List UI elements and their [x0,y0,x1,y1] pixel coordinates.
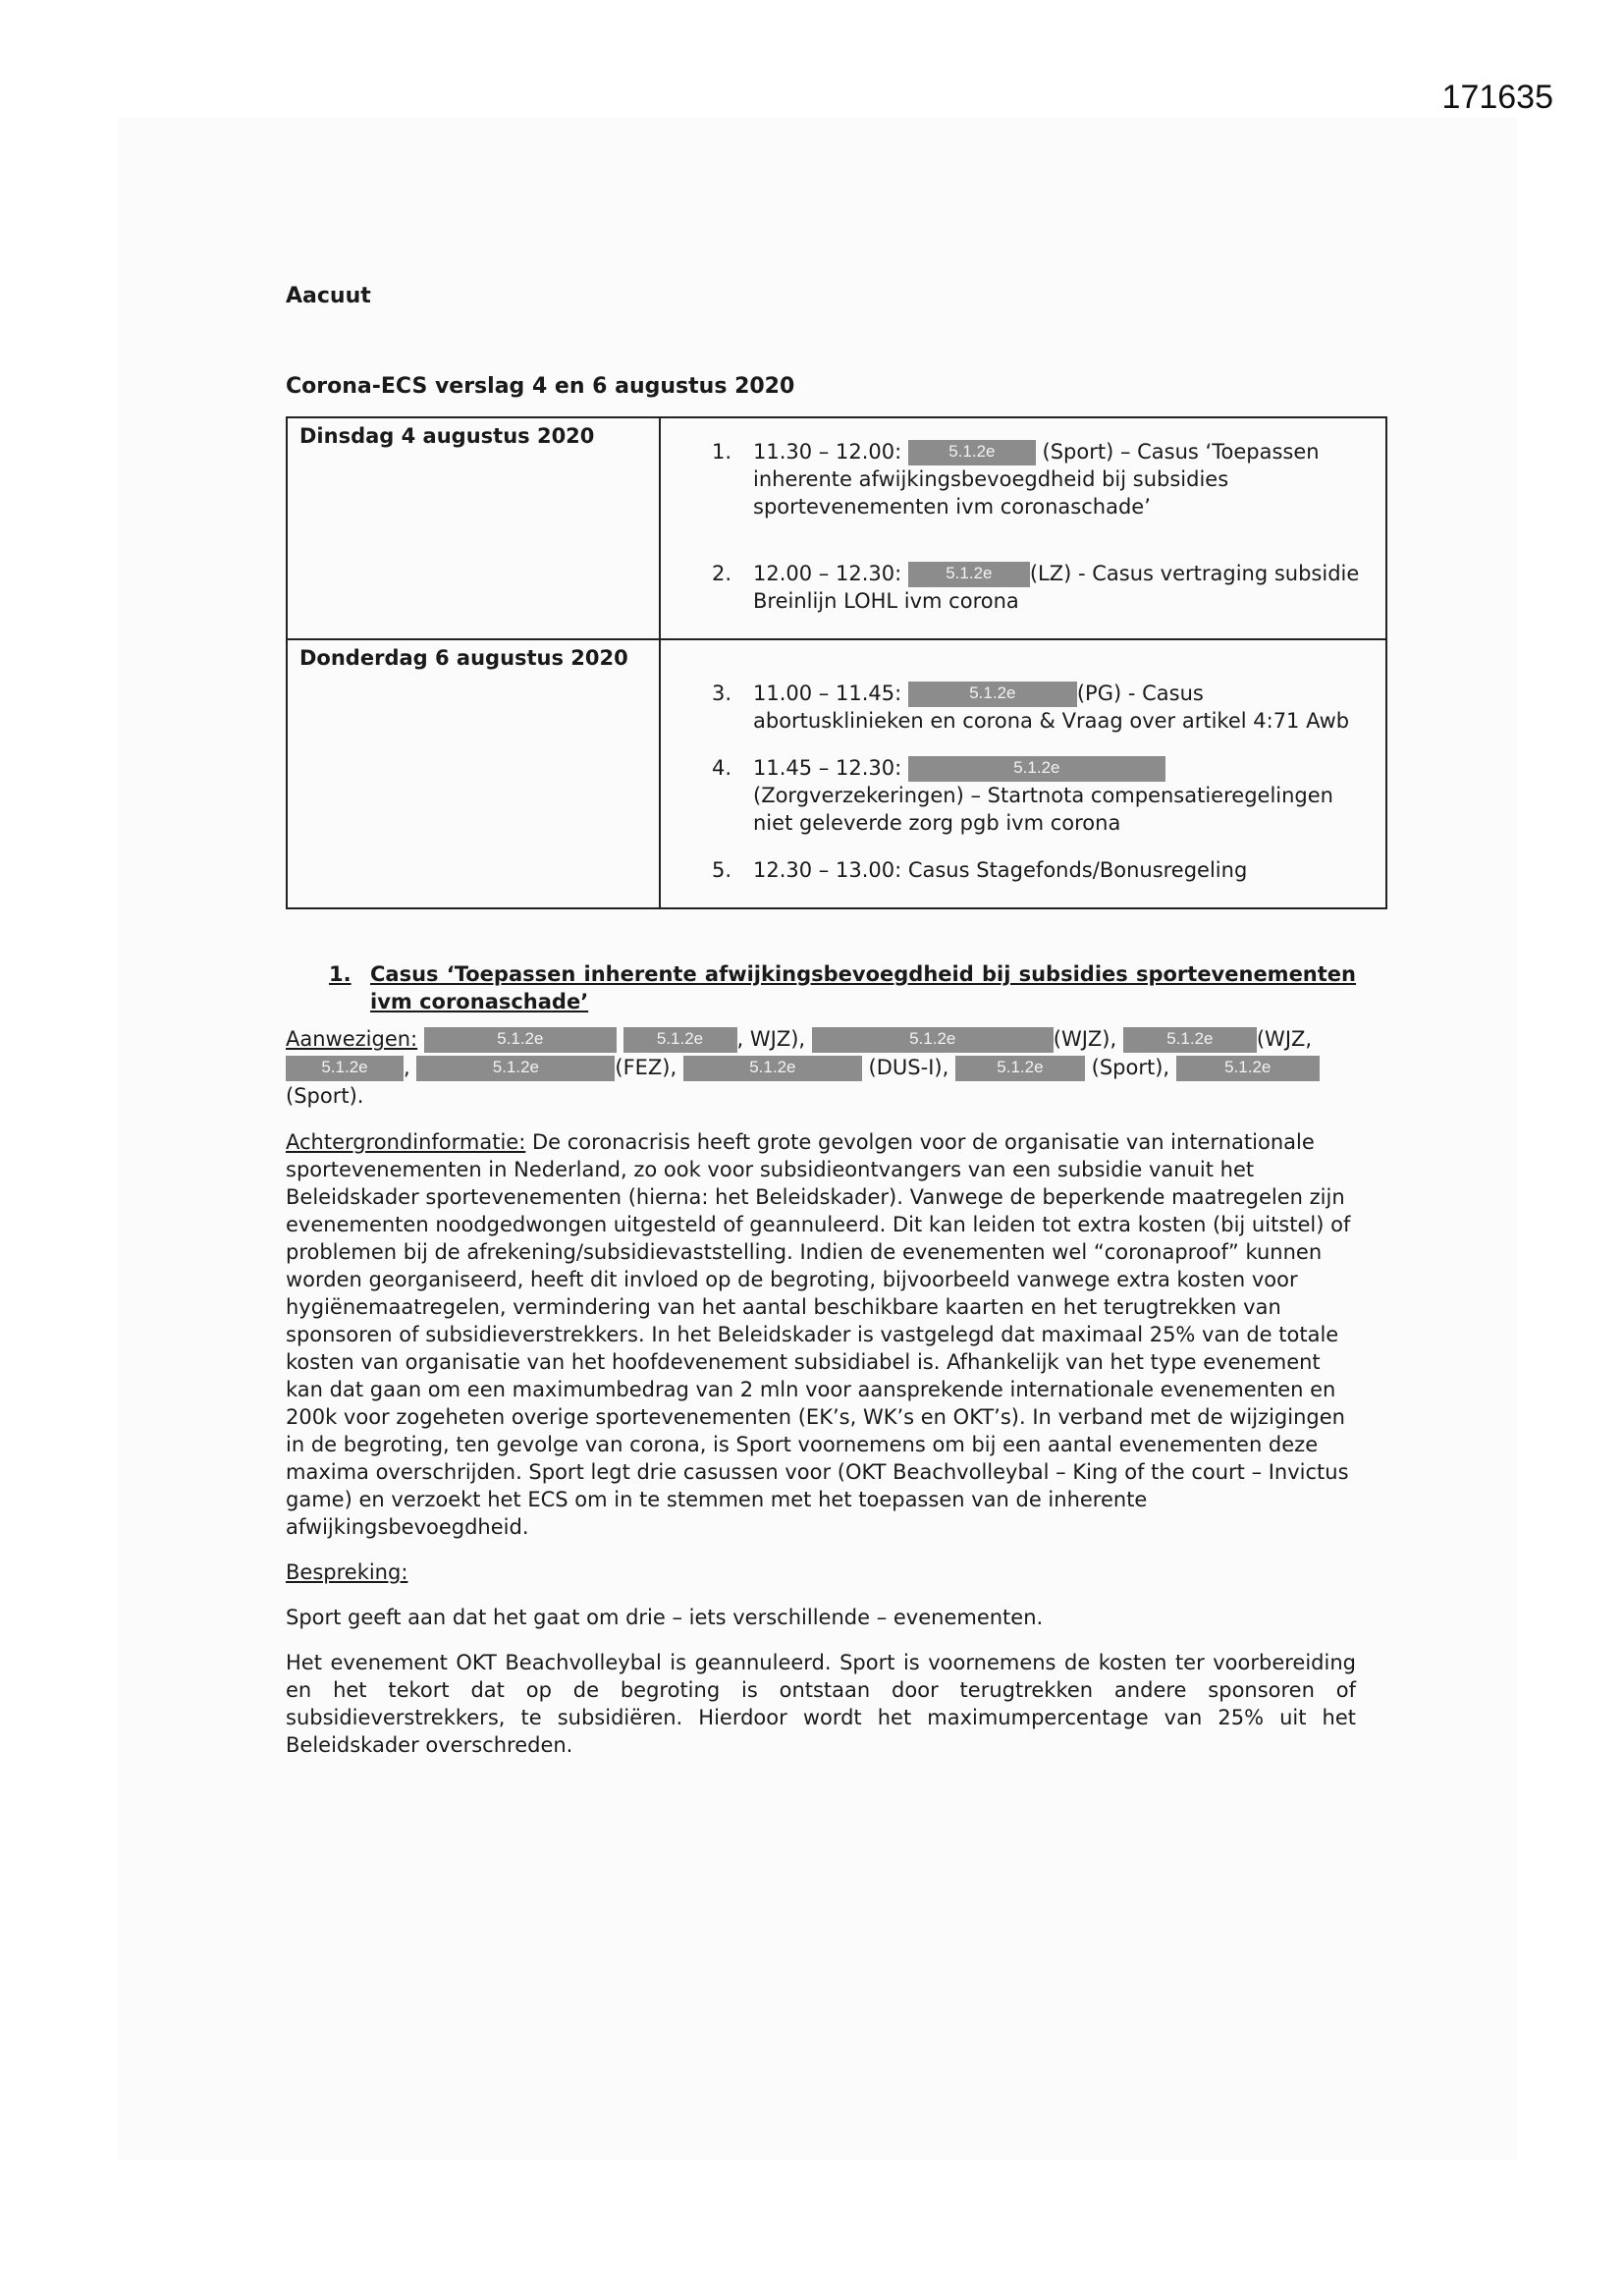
agenda-item-text [753,680,1372,735]
agenda-item-description: 12.30 – 13.00: Casus Stagefonds/Bonusregeling [753,858,1248,882]
redaction-box: 5.1.2e [908,440,1036,465]
agenda-item-number: 2. [712,562,732,585]
urgency-label: Aacuut [286,284,371,308]
agenda-items-cell [660,417,1386,639]
redaction-box: 5.1.2e [424,1027,617,1053]
discussion-label: Bespreking: [286,1560,408,1584]
agenda-item-number: 1. [712,440,732,464]
attendee-fragment: (FEZ), [615,1056,677,1079]
agenda-item-text [753,754,1372,837]
discussion-paragraph: Sport geeft aan dat het gaat om drie – iets verschillende – evenementen. [286,1606,1044,1629]
agenda-item-time: 11.30 – 12.00: [753,440,902,464]
agenda-item-time: 12.00 – 12.30: [753,562,902,585]
agenda-item-time: 11.45 – 12.30: [753,756,902,780]
agenda-row [287,639,1386,908]
agenda-item-number: 4. [712,756,732,780]
agenda-day: Dinsdag 4 augustus 2020 [287,417,660,639]
agenda-day: Donderdag 6 augustus 2020 [287,639,660,908]
discussion-paragraph: Het evenement OKT Beachvolleybal is geannuleerd. Sport is voornemens de kosten ter voorbereiding en het tekort dat op de begroting is ontstaan door terugtrekken andere sponsoren of subsidieverstrekkers, te subsidiëren. Hierdoor wordt het maximumpercentage van 25% uit het Beleidskader overschreden. [286,1651,1356,1757]
redaction-box: 5.1.2e [683,1056,862,1081]
agenda-list [712,438,1372,615]
redaction-box: 5.1.2e [908,756,1165,782]
agenda-item [712,856,1372,884]
agenda-item-description: (Zorgverzekeringen) – Startnota compensatieregelingen niet geleverde zorg pgb ivm corona [753,784,1333,835]
background-text: De coronacrisis heeft grote gevolgen voor de organisatie van internationale sportevenementen in Nederland, zo ook voor subsidieontvangers van een subsidie vanuit het Beleidskader sportevenementen (hierna: het Beleidskader). Vanwege de beperkende maatregelen zijn evenementen noodgedwongen uitgesteld of geannuleerd. Dit kan leiden tot extra kosten (bij uitstel) of problemen bij de afrekening/subsidievaststelling. Indien de evenementen wel “coronaproof” kunnen worden georganiseerd, heeft dit invloed op de begroting, bijvoorbeeld vanwege extra kosten voor hygiënemaatregelen, vermindering van het aantal beschikbare kaarten en het terugtrekken van sponsoren of subsidieverstrekkers. In het Beleidskader is vastgelegd dat maximaal 25% van de totale kosten van organisatie van het hoofdevenement subsidiabel is. Afhankelijk van het type evenement kan dat gaan om een maximumbedrag van 2 mln voor aansprekende internationale evenementen en 200k voor zogeheten overige sportevenementen (EK’s, WK’s en OKT’s). In verband met de wijzigingen in de begroting, ten gevolge van corona, is Sport voornemens om bij een aantal evenementen deze maxima overschrijden. Sport legt drie casussen voor (OKT Beachvolleybal – King of the court – Invictus game) en verzoekt het ECS om in te stemmen met het toepassen van de inherente afwijkingsbevoegdheid. [286,1130,1351,1539]
redaction-box: 5.1.2e [812,1027,1054,1053]
agenda-item-text [753,438,1372,520]
redaction-box: 5.1.2e [908,682,1077,707]
agenda-item [712,438,1372,520]
redaction-box: 5.1.2e [623,1027,737,1053]
redaction-box: 5.1.2e [1176,1056,1320,1081]
attendee-fragment: (DUS-I), [868,1056,949,1079]
attendee-fragment: (WJZ), [1053,1027,1117,1051]
background-label: Achtergrondinformatie: [286,1130,526,1154]
section-heading-text: Casus ‘Toepassen inherente afwijkingsbevoegdheid bij subsidies sportevenementen ivm coronaschade’ [370,962,1356,1013]
redaction-box: 5.1.2e [908,562,1030,587]
agenda-item-description: (Sport) – Casus ‘Toepassen inherente afwijkingsbevoegdheid bij subsidies sportevenementen ivm coronaschade’ [753,440,1320,519]
agenda-item-number: 5. [712,858,732,882]
attendee-fragment: (Sport). [286,1084,364,1108]
attendees-paragraph [286,1025,1356,1111]
document-title: Corona-ECS verslag 4 en 6 augustus 2020 [286,374,795,399]
redaction-box: 5.1.2e [955,1056,1085,1081]
agenda-list [712,680,1372,884]
agenda-item [712,560,1372,615]
agenda-item-number: 3. [712,682,732,705]
attendees-label: Aanwezigen: [286,1027,418,1051]
document-body [286,283,1360,1777]
agenda-row [287,417,1386,639]
redaction-box: 5.1.2e [1123,1027,1257,1053]
attendee-fragment: (WJZ, [1256,1027,1313,1051]
attendee-fragment: , WJZ), [736,1027,806,1051]
attendee-fragment: (Sport), [1091,1056,1170,1079]
agenda-item-text [753,560,1372,615]
agenda-table [286,416,1387,909]
document-number: 171635 [1441,79,1553,116]
redaction-box: 5.1.2e [416,1056,615,1081]
section-number: 1. [329,962,352,986]
attendee-fragment: , [404,1056,410,1079]
agenda-item [712,754,1372,837]
redaction-box: 5.1.2e [286,1056,404,1081]
section-heading [329,960,1356,1015]
agenda-item-description: (LZ) - Casus vertraging subsidie Breinlijn LOHL ivm corona [753,562,1360,613]
agenda-items-cell [660,639,1386,908]
agenda-item [712,680,1372,735]
agenda-item-description: (PG) - Casus abortusklinieken en corona & Vraag over artikel 4:71 Awb [753,682,1350,733]
background-paragraph [286,1128,1356,1541]
agenda-item-time: 11.00 – 11.45: [753,682,902,705]
